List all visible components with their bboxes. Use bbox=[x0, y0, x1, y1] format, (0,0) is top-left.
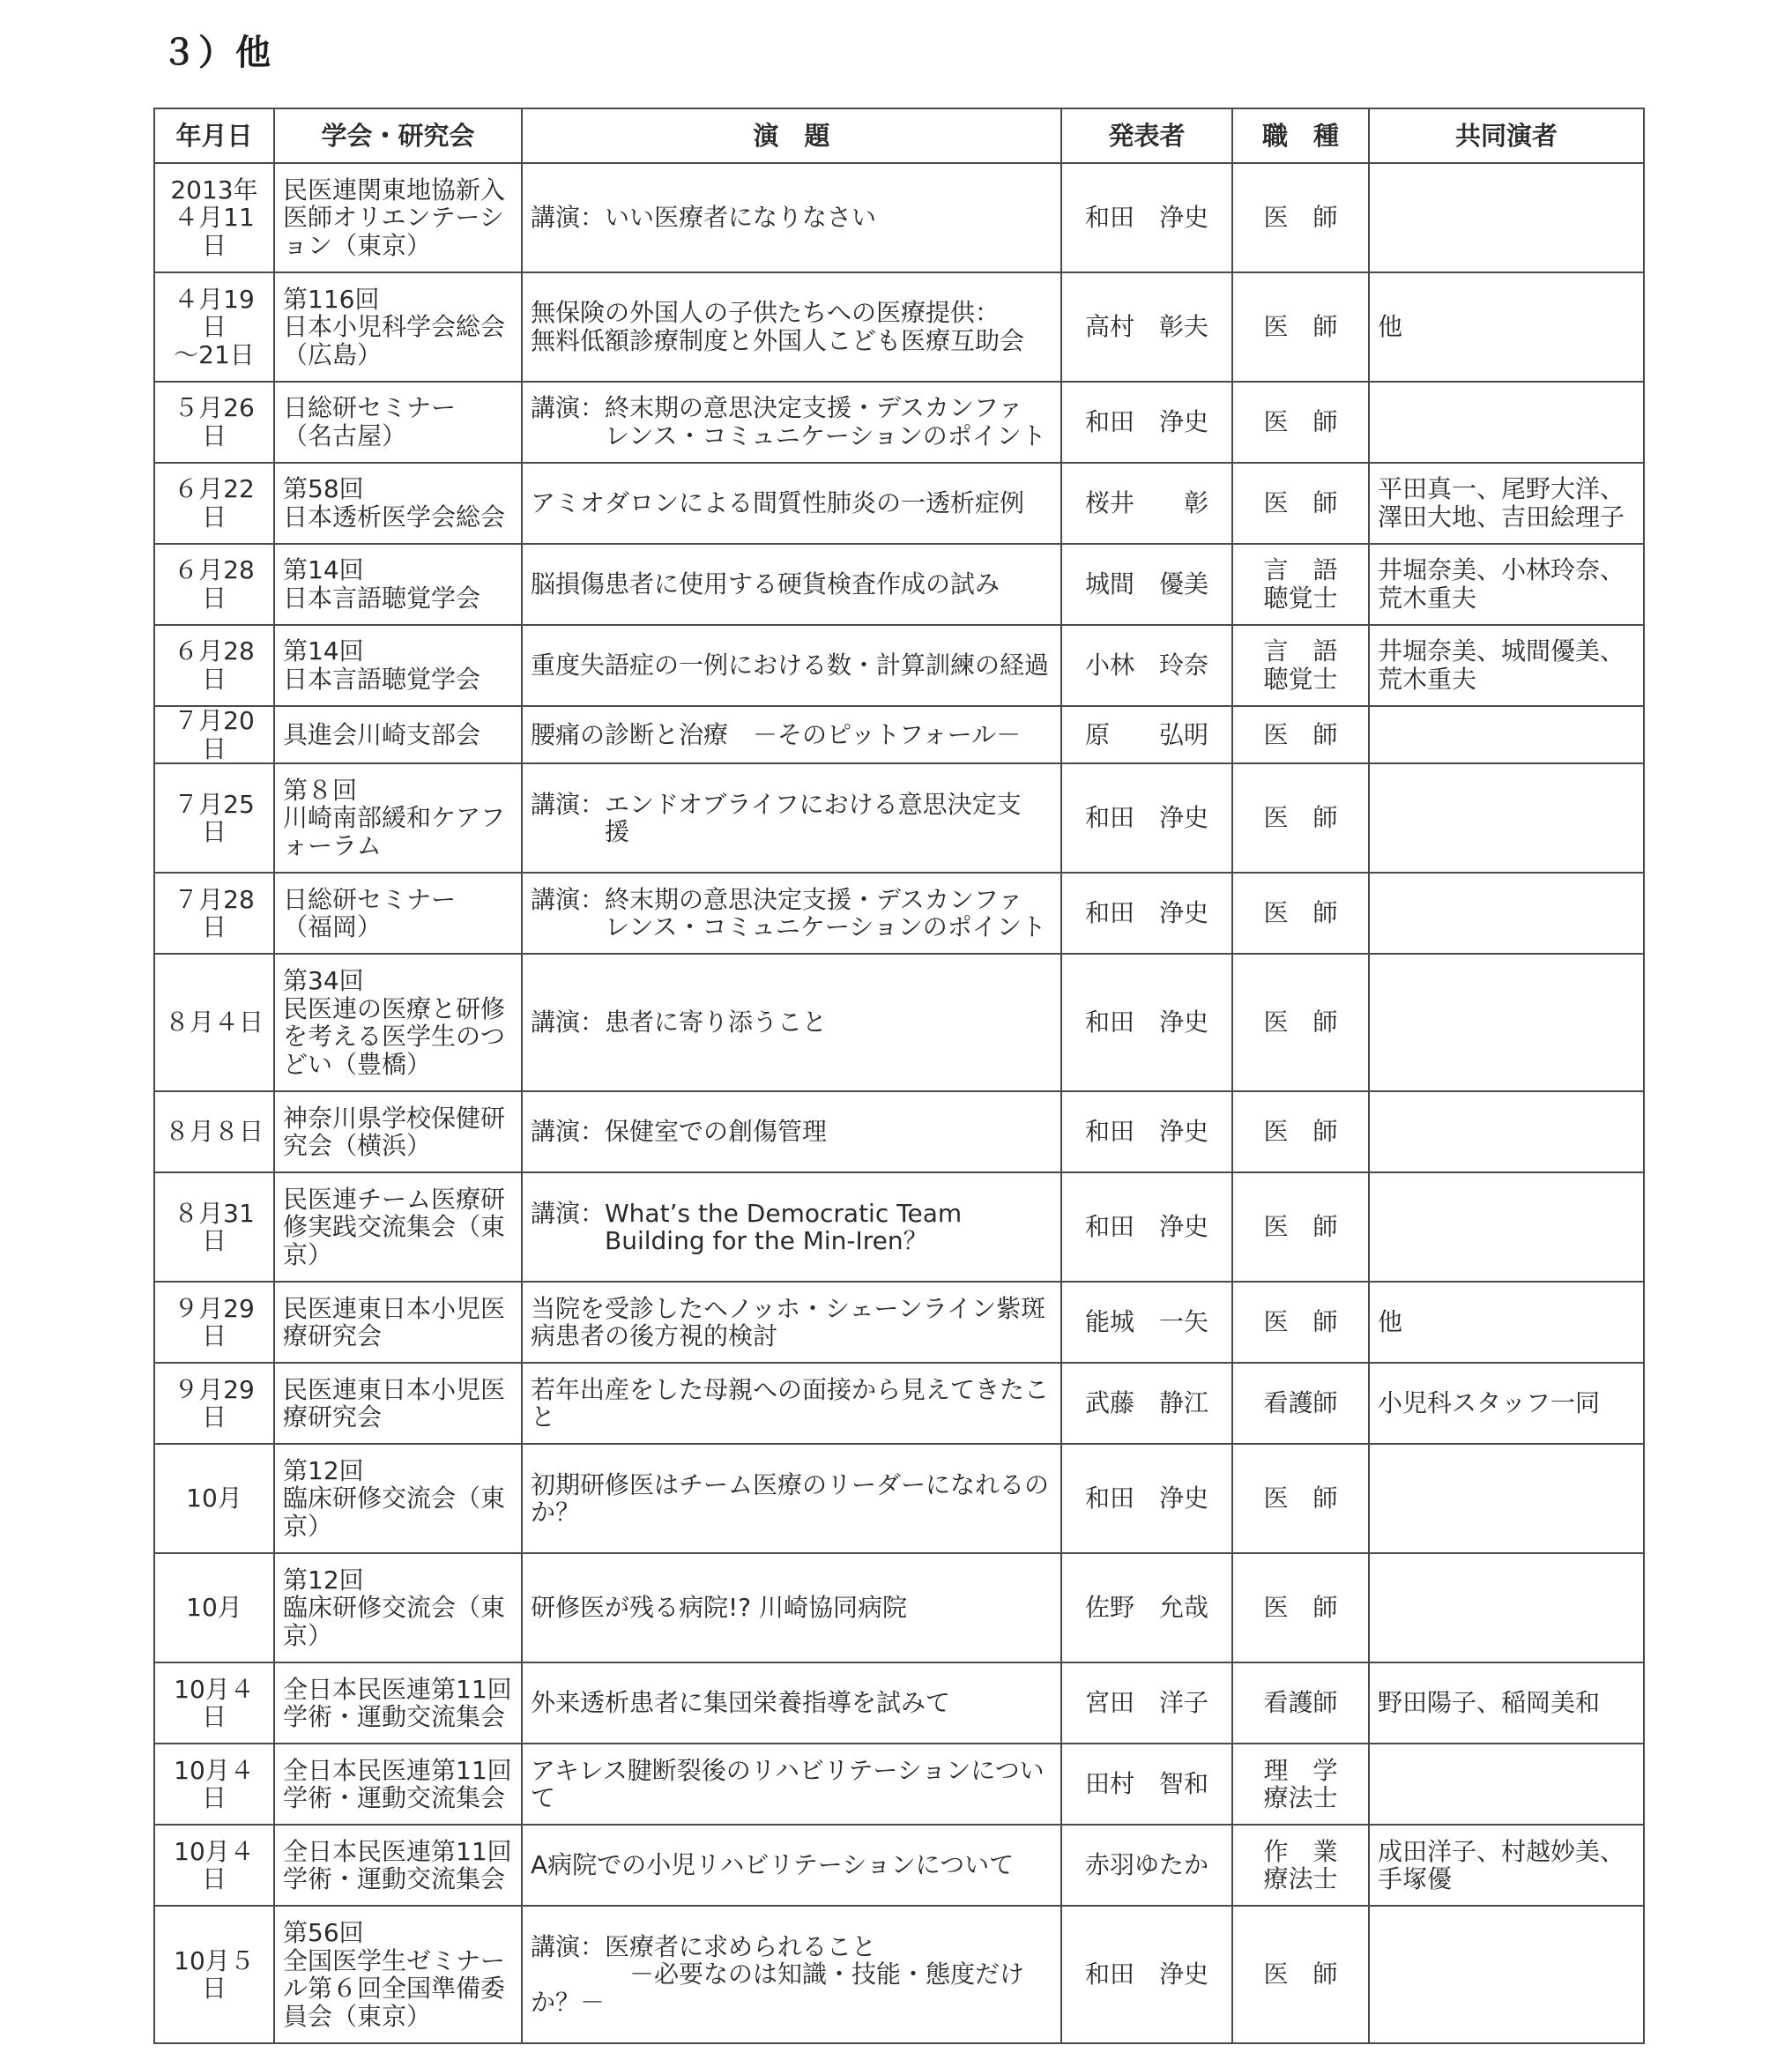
header-job: 職 種 bbox=[1232, 108, 1369, 163]
coauthors-cell bbox=[1369, 873, 1644, 954]
presenter-cell: 小林 玲奈 bbox=[1061, 625, 1232, 706]
society-cell: 日総研セミナー （名古屋） bbox=[274, 382, 522, 463]
coauthors-cell: 他 bbox=[1369, 1282, 1644, 1363]
job-cell: 言 語 聴覚士 bbox=[1232, 625, 1369, 706]
coauthors-cell bbox=[1369, 1744, 1644, 1825]
title-cell: A病院での小児リハビリテーションについて bbox=[522, 1825, 1061, 1906]
coauthors-cell: 井堀奈美、小林玲奈、 荒木重夫 bbox=[1369, 544, 1644, 625]
coauthors-cell bbox=[1369, 954, 1644, 1091]
coauthors-cell bbox=[1369, 382, 1644, 463]
job-cell: 医 師 bbox=[1232, 1906, 1369, 2043]
table-row bbox=[154, 1906, 1644, 2043]
table-row bbox=[154, 272, 1644, 382]
table-row bbox=[154, 1662, 1644, 1744]
presenter-cell: 和田 浄史 bbox=[1061, 1172, 1232, 1282]
presenter-cell: 和田 浄史 bbox=[1061, 163, 1232, 272]
coauthors-cell: 平田真一、尾野大洋、 澤田大地、吉田絵理子 bbox=[1369, 463, 1644, 544]
society-cell: 全日本民医連第11回学術・運動交流集会 bbox=[274, 1662, 522, 1744]
section-title: ３）他 bbox=[161, 33, 272, 73]
title-cell: アキレス腱断裂後のリハビリテーションについて bbox=[522, 1744, 1061, 1825]
table-row bbox=[154, 1172, 1644, 1282]
job-cell: 作 業 療法士 bbox=[1232, 1825, 1369, 1906]
date-cell: 10月 bbox=[154, 1444, 274, 1553]
table-row bbox=[154, 873, 1644, 954]
presenter-cell: 和田 浄史 bbox=[1061, 954, 1232, 1091]
society-cell: 民医連東日本小児医療研究会 bbox=[274, 1363, 522, 1444]
job-cell: 理 学 療法士 bbox=[1232, 1744, 1369, 1825]
table-row bbox=[154, 1363, 1644, 1444]
job-cell: 医 師 bbox=[1232, 272, 1369, 382]
society-cell: 民医連関東地協新入医師オリエンテーション（東京） bbox=[274, 163, 522, 272]
table-row bbox=[154, 544, 1644, 625]
coauthors-cell bbox=[1369, 1172, 1644, 1282]
date-cell: ７月28日 bbox=[154, 873, 274, 954]
date-cell: ９月29日 bbox=[154, 1282, 274, 1363]
coauthors-cell bbox=[1369, 763, 1644, 873]
job-cell: 医 師 bbox=[1232, 1282, 1369, 1363]
coauthors-cell: 他 bbox=[1369, 272, 1644, 382]
society-cell: 第12回 臨床研修交流会（東京） bbox=[274, 1444, 522, 1553]
coauthors-cell: 小児科スタッフ一同 bbox=[1369, 1363, 1644, 1444]
header-society: 学会・研究会 bbox=[274, 108, 522, 163]
presenter-cell: 能城 一矢 bbox=[1061, 1282, 1232, 1363]
society-cell: 神奈川県学校保健研究会（横浜） bbox=[274, 1091, 522, 1172]
society-cell: 具進会川崎支部会 bbox=[274, 706, 522, 763]
title-cell: 外来透析患者に集団栄養指導を試みて bbox=[522, 1662, 1061, 1744]
job-cell: 医 師 bbox=[1232, 382, 1369, 463]
presenter-cell: 城間 優美 bbox=[1061, 544, 1232, 625]
society-cell: 第116回 日本小児科学会総会（広島） bbox=[274, 272, 522, 382]
job-cell: 医 師 bbox=[1232, 1444, 1369, 1553]
date-cell: 2013年 ４月11日 bbox=[154, 163, 274, 272]
society-cell: 第34回 民医連の医療と研修を考える医学生のつどい（豊橋） bbox=[274, 954, 522, 1091]
table-row bbox=[154, 625, 1644, 706]
job-cell: 医 師 bbox=[1232, 873, 1369, 954]
presentations-table bbox=[153, 108, 1645, 2044]
society-cell: 民医連東日本小児医療研究会 bbox=[274, 1282, 522, 1363]
table-row bbox=[154, 1825, 1644, 1906]
table-header-row bbox=[154, 108, 1644, 163]
table-row bbox=[154, 763, 1644, 873]
presenter-cell: 高村 彰夫 bbox=[1061, 272, 1232, 382]
date-cell: 10月５日 bbox=[154, 1906, 274, 2043]
date-cell: ７月20日 bbox=[154, 706, 274, 763]
table-row bbox=[154, 1444, 1644, 1553]
society-cell: 全日本民医連第11回学術・運動交流集会 bbox=[274, 1825, 522, 1906]
job-cell: 医 師 bbox=[1232, 954, 1369, 1091]
title-cell: 講演：患者に寄り添うこと bbox=[522, 954, 1061, 1091]
presenter-cell: 赤羽ゆたか bbox=[1061, 1825, 1232, 1906]
presenter-cell: 和田 浄史 bbox=[1061, 763, 1232, 873]
title-cell: アミオダロンによる間質性肺炎の一透析症例 bbox=[522, 463, 1061, 544]
date-cell: ８月４日 bbox=[154, 954, 274, 1091]
presenter-cell: 原 弘明 bbox=[1061, 706, 1232, 763]
coauthors-cell bbox=[1369, 1444, 1644, 1553]
header-coauthors: 共同演者 bbox=[1369, 108, 1644, 163]
presenter-cell: 和田 浄史 bbox=[1061, 1444, 1232, 1553]
title-cell: 脳損傷患者に使用する硬貨検査作成の試み bbox=[522, 544, 1061, 625]
date-cell: ５月26日 bbox=[154, 382, 274, 463]
date-cell: ６月28日 bbox=[154, 625, 274, 706]
table-row bbox=[154, 706, 1644, 763]
coauthors-cell bbox=[1369, 163, 1644, 272]
coauthors-cell bbox=[1369, 1906, 1644, 2043]
society-cell: 第58回 日本透析医学会総会 bbox=[274, 463, 522, 544]
title-cell: 重度失語症の一例における数・計算訓練の経過 bbox=[522, 625, 1061, 706]
presenter-cell: 桜井 彰 bbox=[1061, 463, 1232, 544]
job-cell: 医 師 bbox=[1232, 163, 1369, 272]
presenter-cell: 武藤 静江 bbox=[1061, 1363, 1232, 1444]
title-cell: 講演：保健室での創傷管理 bbox=[522, 1091, 1061, 1172]
date-cell: 10月 bbox=[154, 1553, 274, 1662]
date-cell: 10月４日 bbox=[154, 1662, 274, 1744]
presenter-cell: 田村 智和 bbox=[1061, 1744, 1232, 1825]
header-presenter: 発表者 bbox=[1061, 108, 1232, 163]
title-cell: 講演：いい医療者になりなさい bbox=[522, 163, 1061, 272]
presenter-cell: 和田 浄史 bbox=[1061, 1906, 1232, 2043]
date-cell: ８月８日 bbox=[154, 1091, 274, 1172]
title-cell: 無保険の外国人の子供たちへの医療提供： 無料低額診療制度と外国人こども医療互助会 bbox=[522, 272, 1061, 382]
title-cell: 研修医が残る病院!? 川崎協同病院 bbox=[522, 1553, 1061, 1662]
coauthors-cell: 野田陽子、稲岡美和 bbox=[1369, 1662, 1644, 1744]
title-cell: 初期研修医はチーム医療のリーダーになれるのか？ bbox=[522, 1444, 1061, 1553]
job-cell: 医 師 bbox=[1232, 1091, 1369, 1172]
job-cell: 医 師 bbox=[1232, 1172, 1369, 1282]
title-cell: 講演：エンドオブライフにおける意思決定支 援 bbox=[522, 763, 1061, 873]
society-cell: 民医連チーム医療研修実践交流集会（東京） bbox=[274, 1172, 522, 1282]
table-row bbox=[154, 1282, 1644, 1363]
job-cell: 言 語 聴覚士 bbox=[1232, 544, 1369, 625]
header-title: 演 題 bbox=[522, 108, 1061, 163]
job-cell: 医 師 bbox=[1232, 463, 1369, 544]
coauthors-cell bbox=[1369, 1553, 1644, 1662]
title-cell: 若年出産をした母親への面接から見えてきたこと bbox=[522, 1363, 1061, 1444]
job-cell: 医 師 bbox=[1232, 706, 1369, 763]
table-row bbox=[154, 1091, 1644, 1172]
date-cell: 10月４日 bbox=[154, 1825, 274, 1906]
date-cell: ６月28日 bbox=[154, 544, 274, 625]
coauthors-cell bbox=[1369, 706, 1644, 763]
title-cell: 講演：終末期の意思決定支援・デスカンファ レンス・コミュニケーションのポイント bbox=[522, 382, 1061, 463]
title-cell: 講演：医療者に求められること －必要なのは知識・技能・態度だけか？－ bbox=[522, 1906, 1061, 2043]
table-row bbox=[154, 1744, 1644, 1825]
presenter-cell: 和田 浄史 bbox=[1061, 382, 1232, 463]
date-cell: ７月25日 bbox=[154, 763, 274, 873]
date-cell: 10月４日 bbox=[154, 1744, 274, 1825]
presenter-cell: 和田 浄史 bbox=[1061, 1091, 1232, 1172]
presenter-cell: 佐野 允哉 bbox=[1061, 1553, 1232, 1662]
society-cell: 第56回 全国医学生ゼミナール第６回全国準備委員会（東京） bbox=[274, 1906, 522, 2043]
table-row bbox=[154, 463, 1644, 544]
title-cell: 当院を受診したヘノッホ・シェーンライン紫斑病患者の後方視的検討 bbox=[522, 1282, 1061, 1363]
date-cell: ８月31日 bbox=[154, 1172, 274, 1282]
date-cell: ６月22日 bbox=[154, 463, 274, 544]
society-cell: 第12回 臨床研修交流会（東京） bbox=[274, 1553, 522, 1662]
society-cell: 日総研セミナー （福岡） bbox=[274, 873, 522, 954]
society-cell: 第14回 日本言語聴覚学会 bbox=[274, 544, 522, 625]
table-row bbox=[154, 954, 1644, 1091]
date-cell: ４月19日 ～21日 bbox=[154, 272, 274, 382]
society-cell: 全日本民医連第11回学術・運動交流集会 bbox=[274, 1744, 522, 1825]
coauthors-cell bbox=[1369, 1091, 1644, 1172]
date-cell: ９月29日 bbox=[154, 1363, 274, 1444]
table-row bbox=[154, 163, 1644, 272]
job-cell: 医 師 bbox=[1232, 763, 1369, 873]
coauthors-cell: 成田洋子、村越妙美、 手塚優 bbox=[1369, 1825, 1644, 1906]
title-cell: 講演：What’s the Democratic Team Building for the Min-Iren？ bbox=[522, 1172, 1061, 1282]
job-cell: 看護師 bbox=[1232, 1363, 1369, 1444]
coauthors-cell: 井堀奈美、城間優美、 荒木重夫 bbox=[1369, 625, 1644, 706]
table-row bbox=[154, 1553, 1644, 1662]
society-cell: 第14回 日本言語聴覚学会 bbox=[274, 625, 522, 706]
presenter-cell: 宮田 洋子 bbox=[1061, 1662, 1232, 1744]
job-cell: 医 師 bbox=[1232, 1553, 1369, 1662]
presenter-cell: 和田 浄史 bbox=[1061, 873, 1232, 954]
title-cell: 講演：終末期の意思決定支援・デスカンファ レンス・コミュニケーションのポイント bbox=[522, 873, 1061, 954]
title-cell: 腰痛の診断と治療 －そのピットフォール－ bbox=[522, 706, 1061, 763]
table-row bbox=[154, 382, 1644, 463]
job-cell: 看護師 bbox=[1232, 1662, 1369, 1744]
header-date: 年月日 bbox=[154, 108, 274, 163]
society-cell: 第８回 川崎南部緩和ケアフォーラム bbox=[274, 763, 522, 873]
